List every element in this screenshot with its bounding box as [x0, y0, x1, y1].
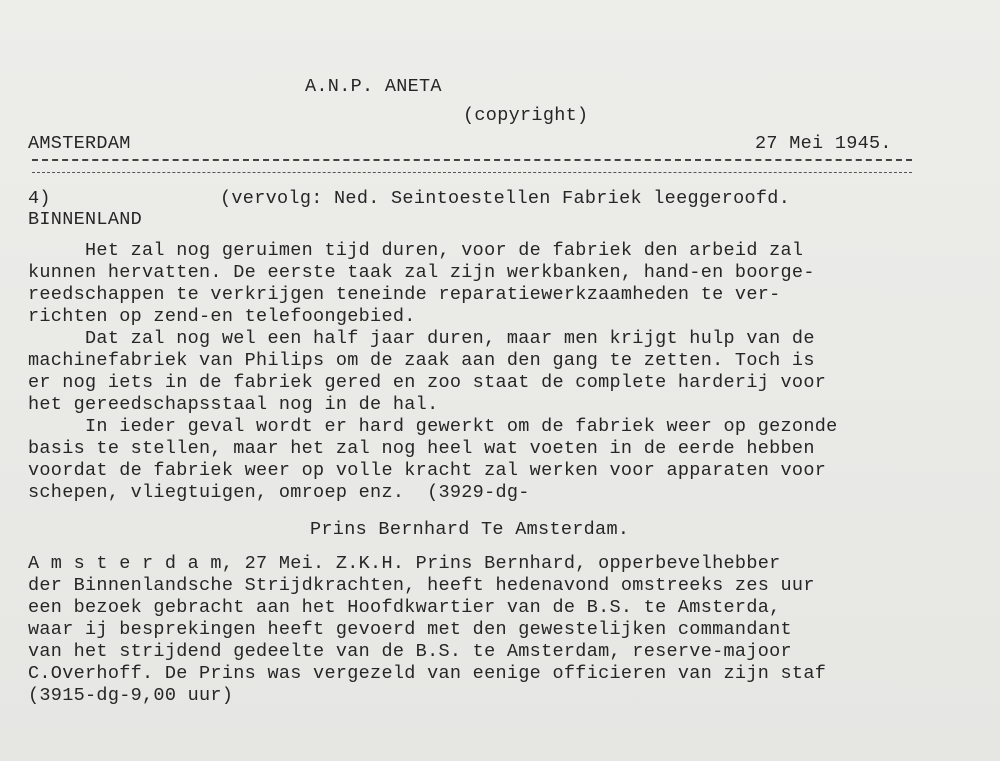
body-line: het gereedschapsstaal nog in de hal.: [28, 394, 439, 415]
body-line: Dat zal nog wel een half jaar duren, maar men krijgt hulp van de: [28, 328, 815, 349]
body-line: kunnen hervatten. De eerste taak zal zijn werkbanken, hand-en boorge-: [28, 262, 815, 283]
body-line: (3915-dg-9,00 uur): [28, 685, 234, 706]
body-line: voordat de fabriek weer op volle kracht zal werken voor apparaten voor: [28, 460, 827, 481]
dashed-divider: [32, 159, 912, 161]
dateline-date: 27 Mei 1945.: [755, 133, 892, 154]
body-line: A m s t e r d a m, 27 Mei. Z.K.H. Prins Bernhard, opperbevelhebber: [28, 553, 781, 574]
body-line: reedschappen te verkrijgen teneinde reparatiewerkzaamheden te ver-: [28, 284, 781, 305]
body-line: schepen, vliegtuigen, omroep enz. (3929-dg-: [28, 482, 530, 503]
body-line: waar ij besprekingen heeft gevoerd met den gewestelijken commandant: [28, 619, 792, 640]
article-headline: Prins Bernhard Te Amsterdam.: [310, 519, 630, 540]
body-line: machinefabriek van Philips om de zaak aan den gang te zetten. Toch is: [28, 350, 815, 371]
body-line: der Binnenlandsche Strijdkrachten, heeft hedenavond omstreeks zes uur: [28, 575, 815, 596]
continuation-heading: (vervolg: Ned. Seintoestellen Fabriek leeggeroofd.: [220, 188, 791, 209]
body-line: er nog iets in de fabriek gered en zoo staat de complete harderij voor: [28, 372, 827, 393]
body-line: een bezoek gebracht aan het Hoofdkwartier van de B.S. te Amsterda,: [28, 597, 781, 618]
body-line: richten op zend-en telefoongebied.: [28, 306, 416, 327]
body-line: van het strijdend gedeelte van de B.S. te Amsterdam, reserve-majoor: [28, 641, 792, 662]
page-number: 4): [28, 188, 51, 209]
body-line: C.Overhoff. De Prins was vergezeld van eenige officieren van zijn staf: [28, 663, 827, 684]
agency-name: A.N.P. ANETA: [305, 76, 442, 97]
body-line: In ieder geval wordt er hard gewerkt om de fabriek weer op gezonde: [28, 416, 838, 437]
dateline-place: AMSTERDAM: [28, 133, 131, 154]
body-line: Het zal nog geruimen tijd duren, voor de fabriek den arbeid zal: [28, 240, 804, 261]
copyright-note: (copyright): [463, 105, 589, 126]
category-label: BINNENLAND: [28, 209, 143, 230]
dashed-divider-underline: [32, 172, 912, 173]
body-line: basis te stellen, maar het zal nog heel wat voeten in de eerde hebben: [28, 438, 815, 459]
